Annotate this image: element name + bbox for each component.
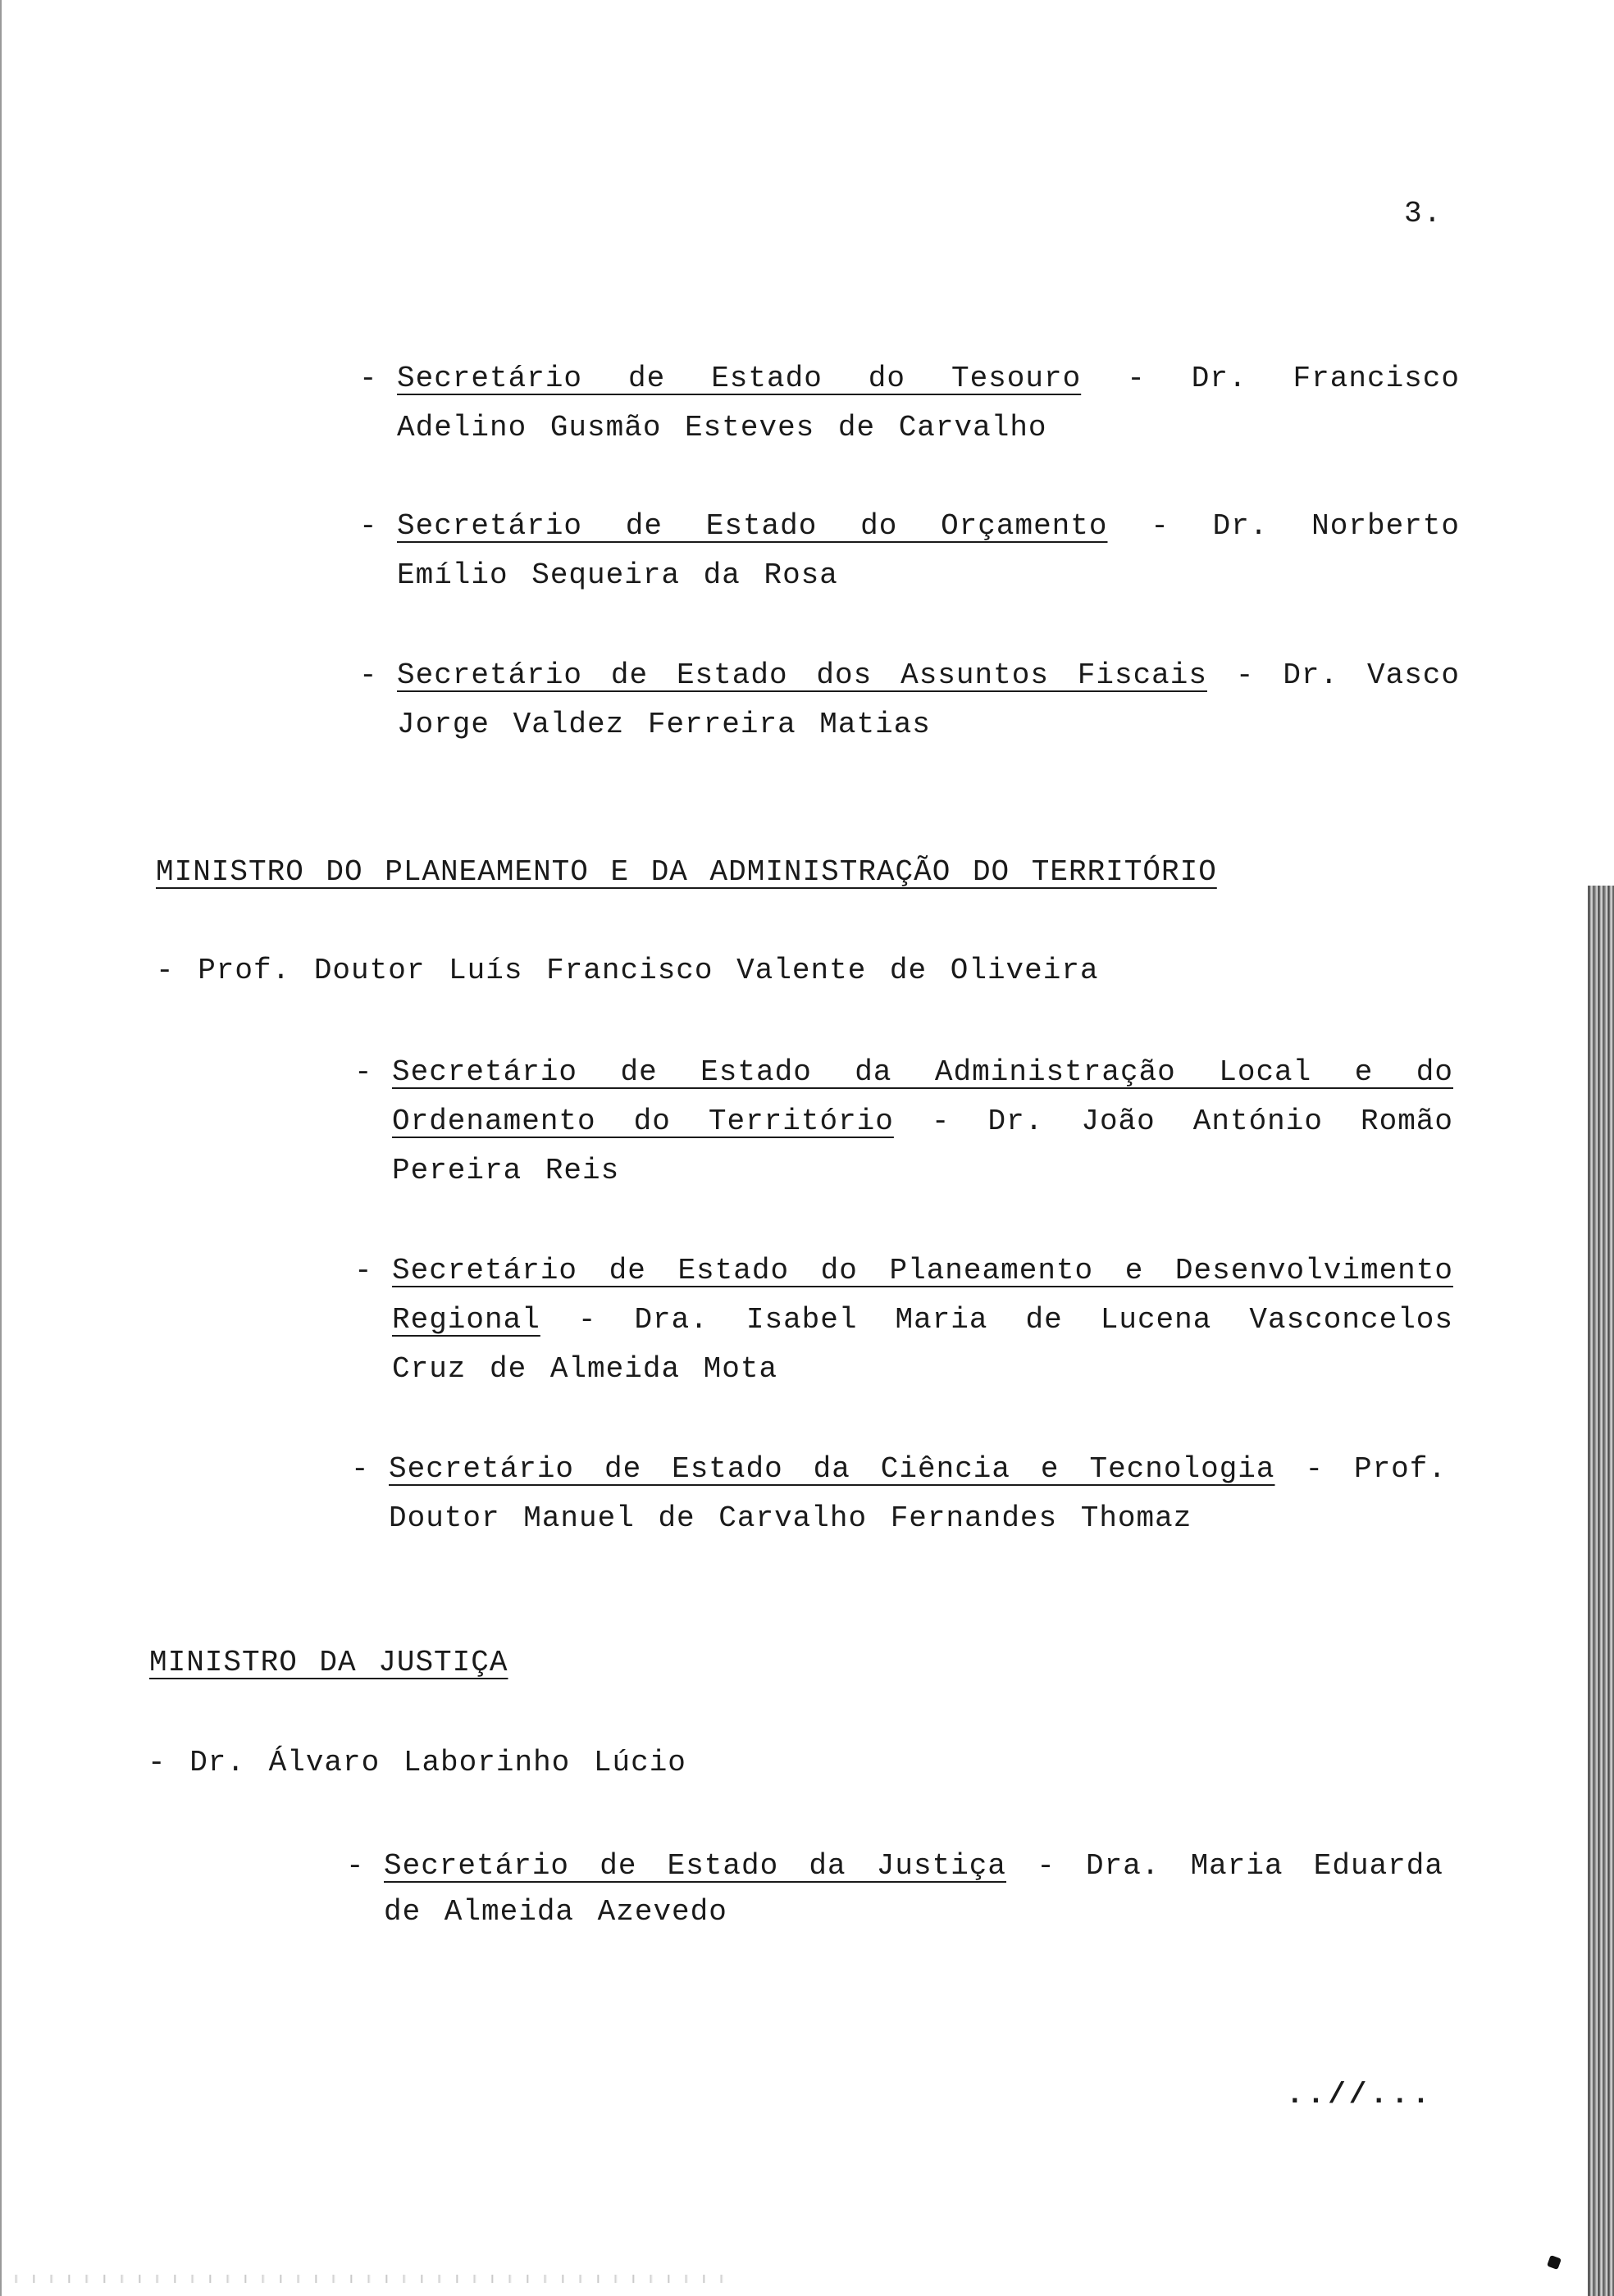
secretary-name-start: - Dra. Maria Eduarda bbox=[1037, 1849, 1443, 1883]
secretary-entry-orcamento bbox=[359, 502, 1460, 600]
secretary-name-rest: Cruz de Almeida Mota bbox=[392, 1352, 778, 1386]
list-dash: - bbox=[359, 509, 378, 543]
list-dash: - bbox=[354, 1254, 373, 1287]
secretary-entry-justica bbox=[346, 1842, 1443, 1934]
ministry-heading-justica: MINISTRO DA JUSTIÇA bbox=[149, 1646, 508, 1679]
secretary-title-line2: Regional bbox=[392, 1303, 540, 1337]
secretary-title: Secretário de Estado dos Assuntos Fiscais bbox=[397, 658, 1207, 692]
secretary-name-rest: Pereira Reis bbox=[392, 1154, 620, 1187]
secretary-name-rest: Adelino Gusmão Esteves de Carvalho bbox=[397, 411, 1047, 444]
entry-line bbox=[392, 1097, 1453, 1146]
secretary-name-rest: Doutor Manuel de Carvalho Fernandes Thomaz bbox=[389, 1501, 1192, 1535]
secretary-name-start: - Prof. bbox=[1305, 1452, 1447, 1486]
secretary-title-line1: Secretário de Estado do Planeamento e Desenvolvimento bbox=[392, 1254, 1453, 1287]
list-dash: - bbox=[359, 658, 378, 692]
continuation-mark: ..//... bbox=[1286, 2078, 1434, 2112]
secretary-title: Secretário de Estado da Ciência e Tecnologia bbox=[389, 1452, 1275, 1486]
secretary-entry-assuntos-fiscais bbox=[359, 651, 1460, 749]
list-dash: - bbox=[351, 1452, 370, 1486]
secretary-entry-planeamento-regional bbox=[354, 1246, 1453, 1394]
entry-line bbox=[397, 502, 1460, 551]
minister-planeamento: - Prof. Doutor Luís Francisco Valente de Oliveira bbox=[156, 954, 1099, 987]
secretary-name-start: - Dr. Norberto bbox=[1151, 509, 1460, 543]
secretary-title: Secretário de Estado do Orçamento bbox=[397, 509, 1108, 543]
ministry-heading-planeamento: MINISTRO DO PLANEAMENTO E DA ADMINISTRAÇÃO DO TERRITÓRIO bbox=[156, 855, 1217, 889]
secretary-name-start: - Dr. Vasco bbox=[1235, 658, 1460, 692]
scan-right-edge-noise bbox=[1588, 886, 1614, 2296]
secretary-name-rest: Emílio Sequeira da Rosa bbox=[397, 558, 838, 592]
secretary-title: Secretário de Estado da Justiça bbox=[384, 1849, 1007, 1883]
page-number: 3. bbox=[1404, 197, 1443, 230]
scan-bottom-noise bbox=[0, 2275, 738, 2283]
secretary-entry-administracao-local bbox=[354, 1048, 1454, 1196]
entry-line bbox=[384, 1842, 1443, 1891]
secretary-name-rest: Jorge Valdez Ferreira Matias bbox=[397, 708, 931, 741]
secretary-entry-tesouro bbox=[359, 354, 1460, 453]
entry-line bbox=[397, 354, 1460, 403]
entry-line bbox=[392, 1296, 1453, 1345]
list-dash: - bbox=[354, 1055, 373, 1089]
minister-justica: - Dr. Álvaro Laborinho Lúcio bbox=[148, 1746, 686, 1779]
secretary-name-start: - Dr. Francisco bbox=[1127, 362, 1460, 395]
secretary-title-line1: Secretário de Estado da Administração Local e do bbox=[392, 1055, 1453, 1089]
secretary-name-start: - Dra. Isabel Maria de Lucena Vasconcelos bbox=[577, 1303, 1453, 1337]
secretary-title: Secretário de Estado do Tesouro bbox=[397, 362, 1082, 395]
list-dash: - bbox=[346, 1849, 365, 1883]
secretary-name-rest: de Almeida Azevedo bbox=[384, 1895, 727, 1929]
entry-line bbox=[389, 1445, 1447, 1494]
scan-left-edge bbox=[0, 0, 2, 2296]
entry-line bbox=[397, 651, 1460, 700]
secretary-title-line2: Ordenamento do Território bbox=[392, 1105, 894, 1138]
list-dash: - bbox=[359, 362, 378, 395]
scan-corner-mark bbox=[1547, 2255, 1562, 2270]
secretary-name-start: - Dr. João António Romão bbox=[931, 1105, 1454, 1138]
secretary-entry-ciencia-tecnologia bbox=[351, 1445, 1447, 1543]
